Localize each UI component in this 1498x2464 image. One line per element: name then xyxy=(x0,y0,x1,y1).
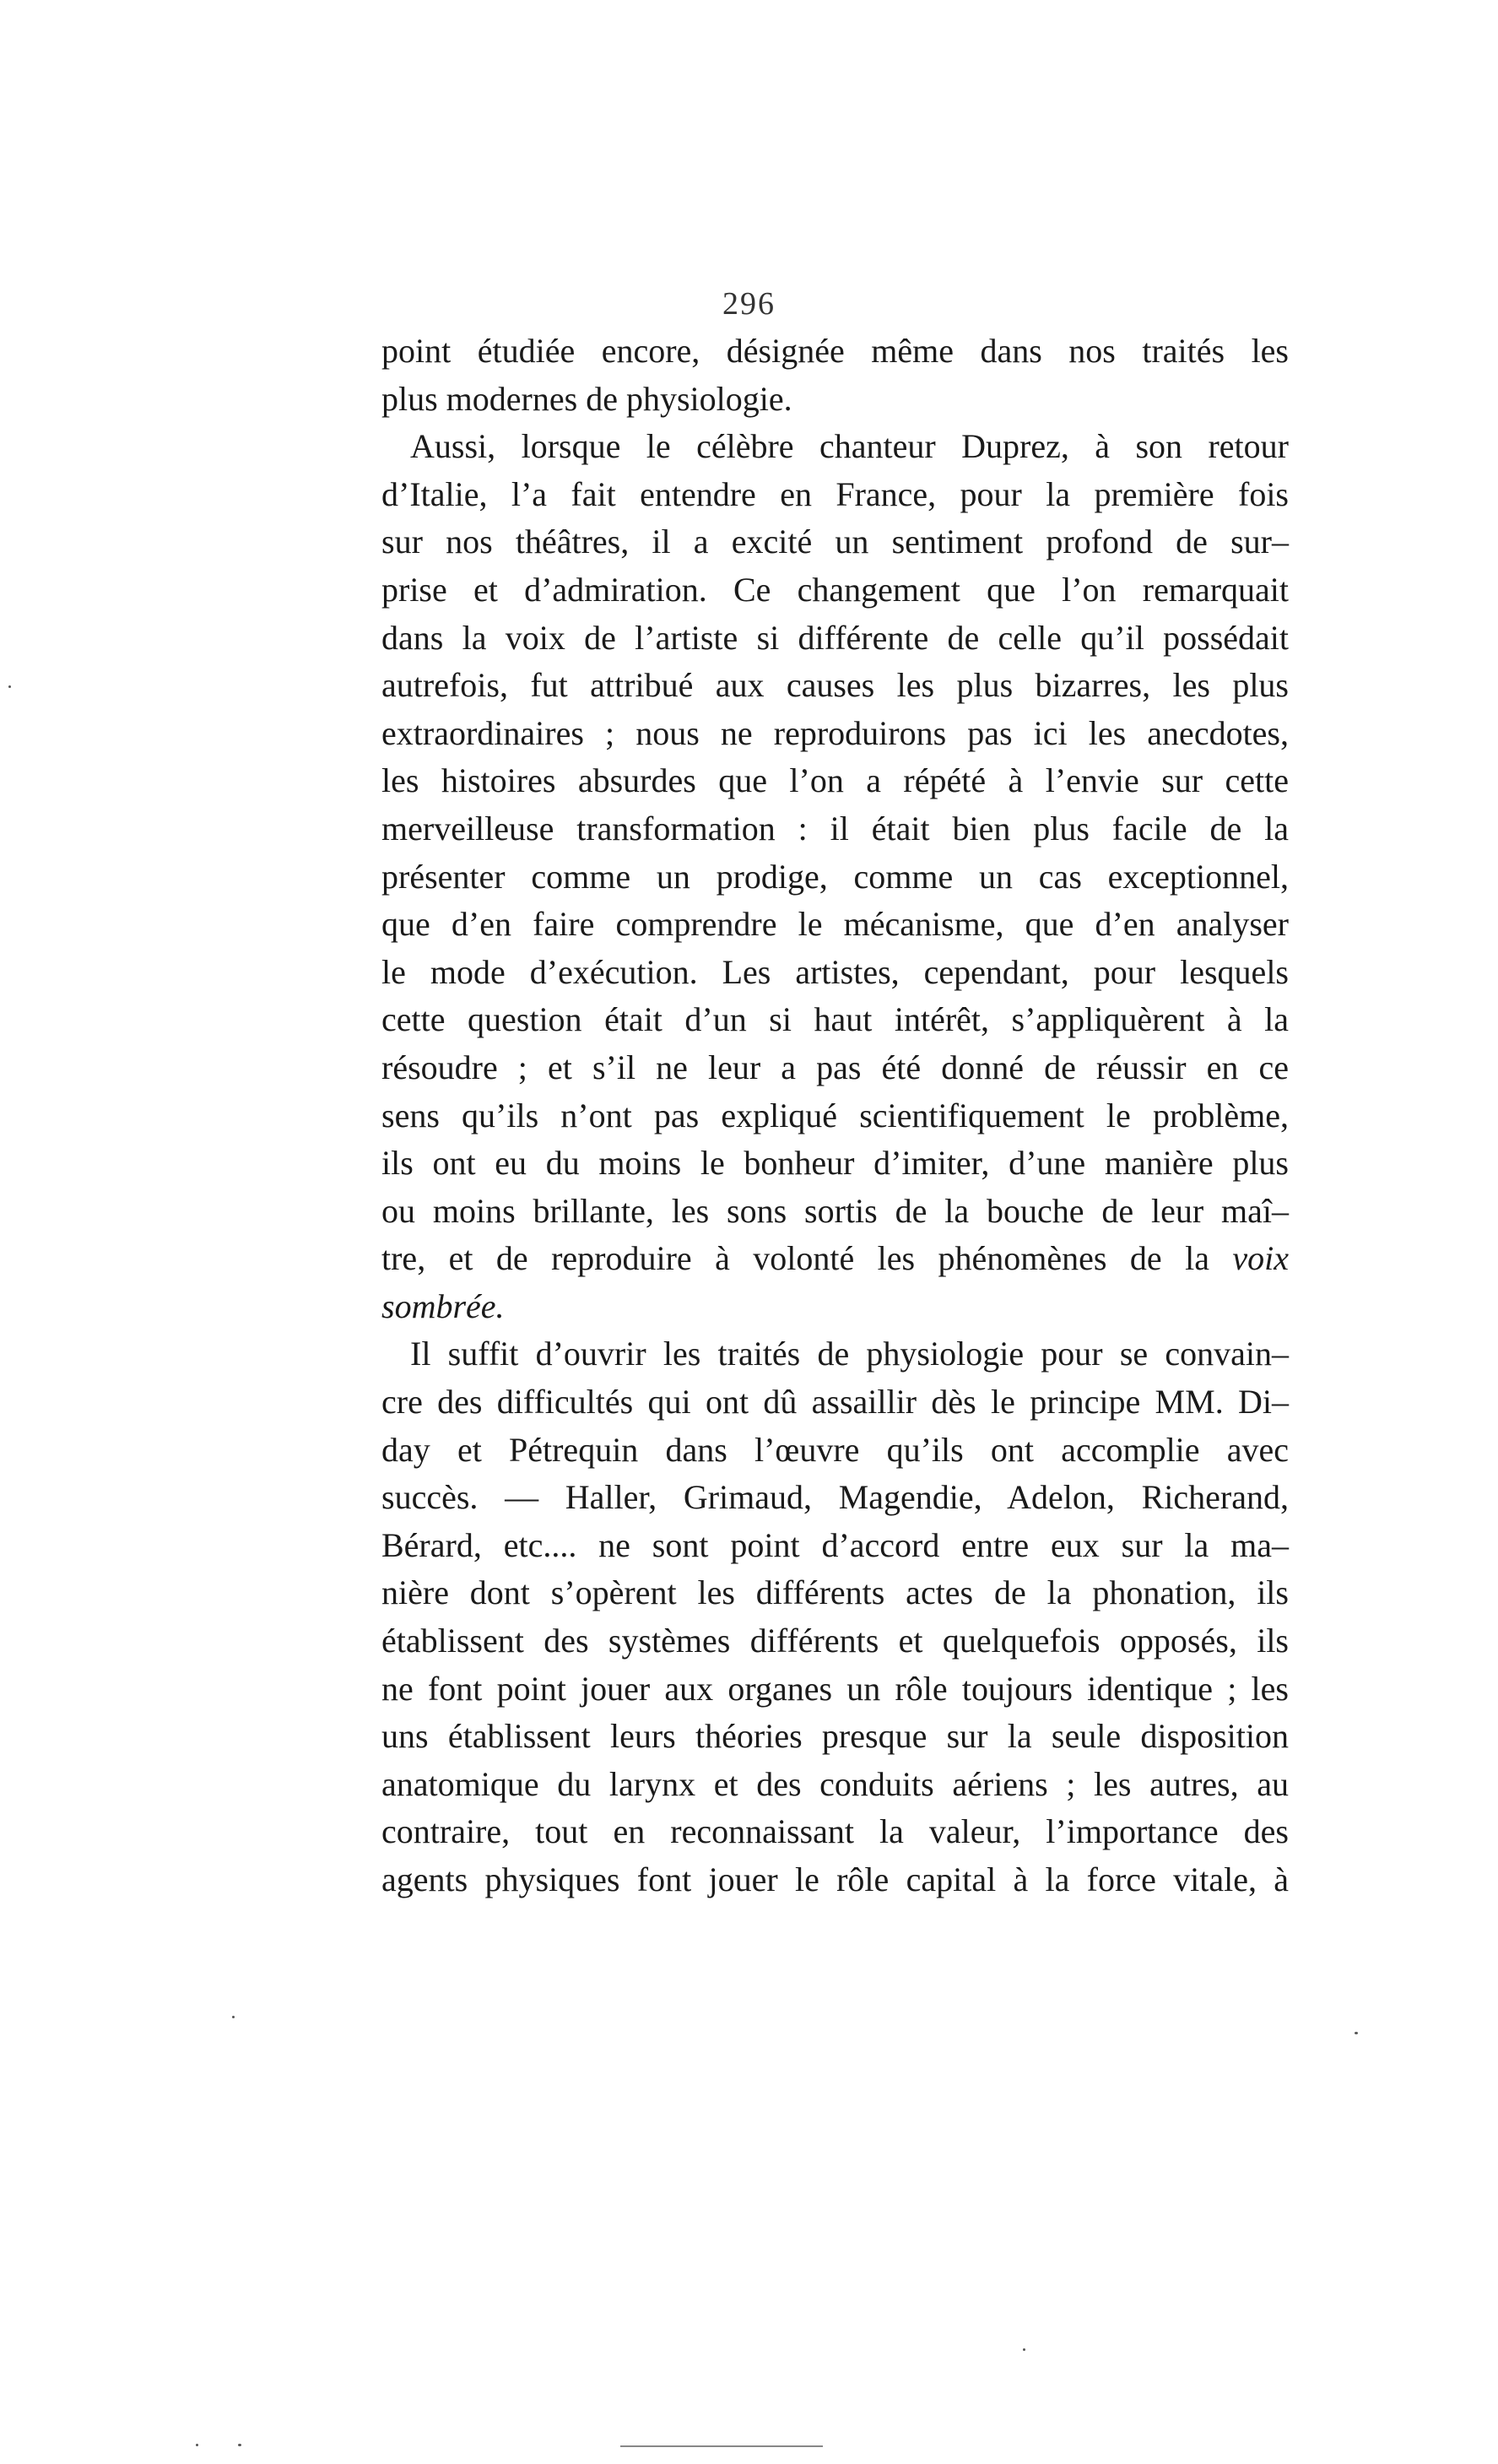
text-line: d’Italie, l’a fait entendre en France, pour la première fois xyxy=(381,474,1289,513)
text-line: extraordinaires ; nous ne reproduirons pas ici les anecdotes, xyxy=(381,713,1289,752)
text-line: contraire, tout en reconnaissant la valeur, l’importance des xyxy=(381,1812,1289,1851)
text-line: autrefois, fut attribué aux causes les plus bizarres, les plus xyxy=(381,666,1289,705)
text-line: succès. — Haller, Grimaud, Magendie, Adelon, Richerand, xyxy=(381,1478,1289,1517)
body-text xyxy=(381,328,1289,1904)
text-line: cre des difficultés qui ont dû assaillir dès le principe MM. Di– xyxy=(381,1383,1289,1422)
text-line: que d’en faire comprendre le mécanisme, que d’en analyser xyxy=(381,905,1289,944)
text-line: établissent des systèmes différents et quelquefois opposés, ils xyxy=(381,1622,1289,1660)
text-line: Aussi, lorsque le célèbre chanteur Duprez, à son retour xyxy=(410,427,1289,466)
text-line: prise et d’admiration. Ce changement que l’on remarquait xyxy=(381,570,1289,609)
text-line: anatomique du larynx et des conduits aériens ; les autres, au xyxy=(381,1764,1289,1803)
text-line: cette question était d’un si haut intérêt, s’appliquèrent à la xyxy=(381,1000,1289,1039)
italic-term: voix xyxy=(1232,1239,1290,1278)
text-line: résoudre ; et s’il ne leur a pas été donné de réussir en ce xyxy=(381,1048,1289,1086)
scan-speck xyxy=(238,2444,241,2446)
text-line: ou moins brillante, les sons sortis de la bouche de leur maî– xyxy=(381,1191,1289,1230)
text-line: uns établissent leurs théories presque sur la seule disposition xyxy=(381,1717,1289,1756)
scan-speck xyxy=(1023,2348,1025,2351)
text-line: day et Pétrequin dans l’œuvre qu’ils ont accomplie avec xyxy=(381,1430,1289,1469)
scan-speck xyxy=(8,685,11,688)
text-line: les histoires absurdes que l’on a répété à l’envie sur cette xyxy=(381,761,1289,800)
text-line: Il suffit d’ouvrir les traités de physiologie pour se convain– xyxy=(410,1335,1289,1373)
scan-speck xyxy=(232,2016,235,2018)
text-line: ne font point jouer aux organes un rôle toujours identique ; les xyxy=(381,1669,1289,1708)
text-line-with-italic xyxy=(381,1235,1289,1283)
text-line: le mode d’exécution. Les artistes, cependant, pour lesquels xyxy=(381,952,1289,991)
text-line: dans la voix de l’artiste si différente de celle qu’il possédait xyxy=(381,618,1289,657)
text-line xyxy=(381,1283,1289,1331)
italic-term: sombrée. xyxy=(381,1286,505,1325)
scan-speck xyxy=(196,2444,198,2446)
text-line: merveilleuse transformation : il était bien plus facile de la xyxy=(381,809,1289,848)
text-line: agents physiques font jouer le rôle capital à la force vitale, à xyxy=(381,1860,1289,1898)
text-line: plus modernes de physiologie. xyxy=(381,379,792,418)
text-segment: tre, et de reproduire à volonté les phénomènes de la xyxy=(381,1239,1209,1278)
text-line: point étudiée encore, désignée même dans nos traités les xyxy=(381,332,1289,370)
bottom-rule xyxy=(620,2445,823,2447)
text-line: nière dont s’opèrent les différents actes de la phonation, ils xyxy=(381,1573,1289,1612)
text-line: sens qu’ils n’ont pas expliqué scientifiquement le problème, xyxy=(381,1096,1289,1135)
text-line: ils ont eu du moins le bonheur d’imiter, d’une manière plus xyxy=(381,1144,1289,1183)
text-line: sur nos théâtres, il a excité un sentiment profond de sur– xyxy=(381,523,1289,561)
text-line: Bérard, etc.... ne sont point d’accord entre eux sur la ma– xyxy=(381,1525,1289,1564)
scan-speck xyxy=(1355,2032,1358,2034)
page-number: 296 xyxy=(722,286,776,322)
text-line: présenter comme un prodige, comme un cas exceptionnel, xyxy=(381,857,1289,896)
